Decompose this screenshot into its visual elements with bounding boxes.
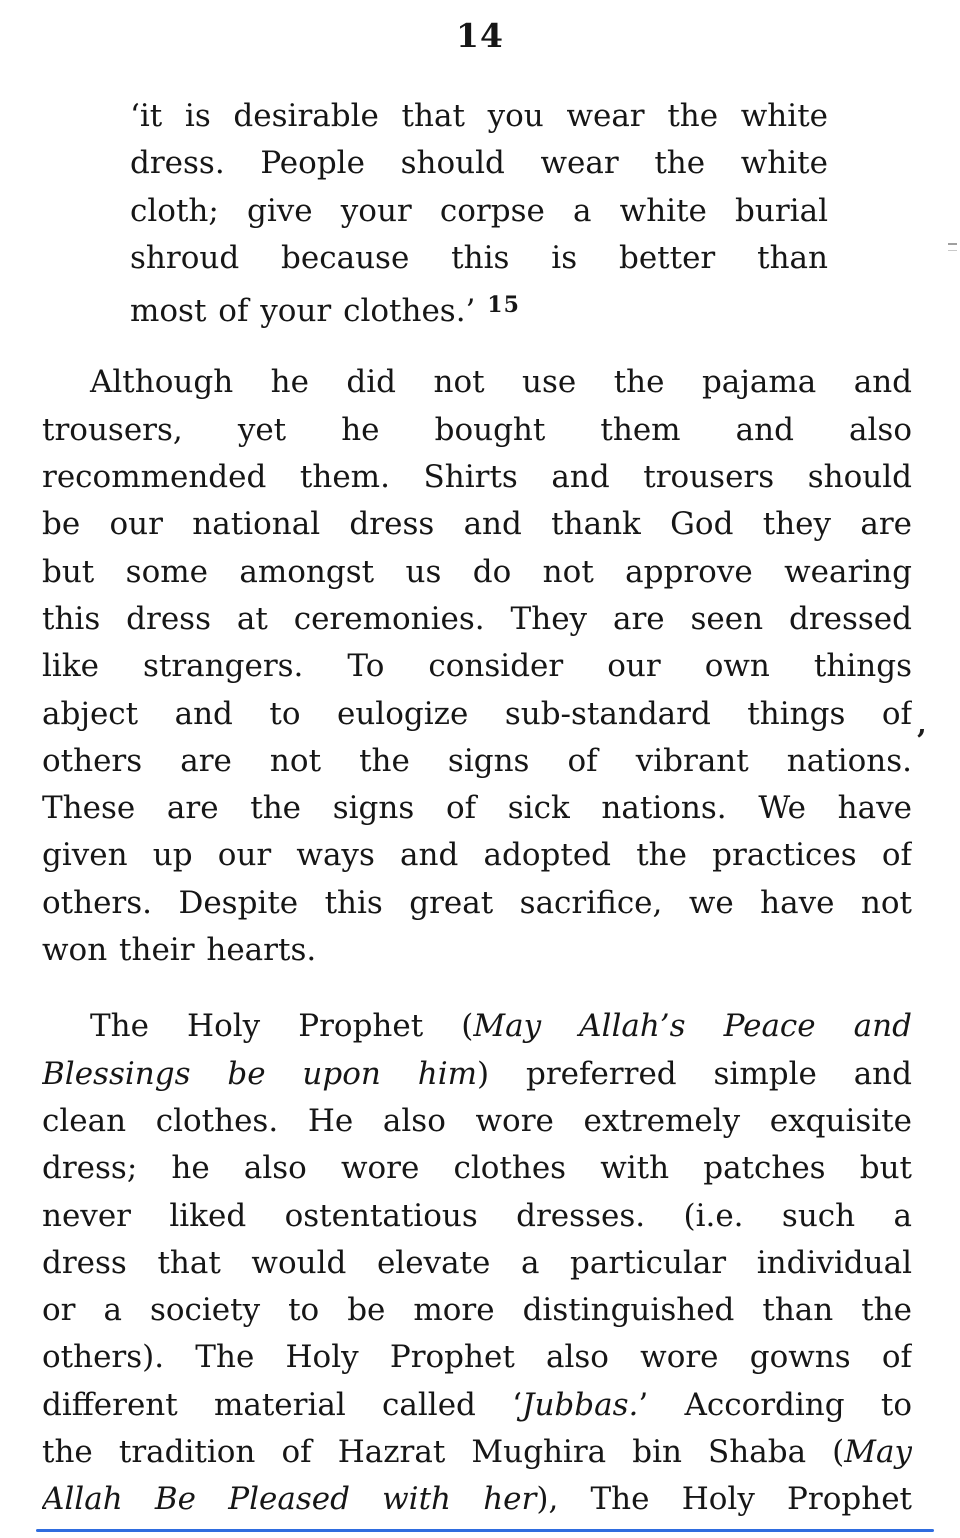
scan-artifact-edge-tick <box>948 243 957 251</box>
text-line <box>42 1429 912 1476</box>
text-line <box>42 454 912 501</box>
text-line <box>42 1051 912 1098</box>
paragraph-2 <box>42 1003 912 1523</box>
scan-artifact-bottom-line <box>36 1529 934 1532</box>
text-segment: ‘it is desirable that you wear the white <box>130 98 828 134</box>
text-segment: won their hearts. <box>42 932 317 969</box>
italic-text: Allah Be Pleased with her <box>42 1481 537 1518</box>
text-segment: dress; he also wore clothes with patches but <box>42 1150 912 1187</box>
italic-text: May Allah’s Peace and <box>473 1008 912 1045</box>
text-segment: the tradition of Hazrat Mughira bin Shaba ( <box>42 1434 845 1471</box>
text-line <box>42 1240 912 1287</box>
text-line <box>42 691 912 738</box>
text-line <box>42 1334 912 1381</box>
text-line <box>42 880 912 927</box>
text-line <box>42 1382 912 1429</box>
text-segment: trousers, yet he bought them and also <box>42 411 912 448</box>
text-segment: shroud because this is better than <box>130 239 828 276</box>
text-segment: but some amongst us do not approve wearing <box>42 553 912 590</box>
text-line <box>42 1145 912 1192</box>
text-segment: be our national dress and thank God they are <box>42 506 912 543</box>
text-line <box>42 1098 912 1145</box>
text-line <box>42 1193 912 1240</box>
text-segment: These are the signs of sick nations. We have <box>42 790 912 827</box>
text-segment: The Holy Prophet ( <box>90 1008 474 1045</box>
text-segment: others are not the signs of vibrant nations. <box>42 742 912 779</box>
text-segment: cloth; give your corpse a white burial <box>130 192 828 229</box>
italic-text: Blessings be upon him <box>42 1055 478 1092</box>
text-line <box>42 549 912 596</box>
text-segment: ’ According to <box>638 1386 912 1423</box>
text-segment: different material called ‘ <box>42 1386 523 1423</box>
text-line <box>42 738 912 785</box>
text-line <box>42 643 912 690</box>
text-segment: clean clothes. He also wore extremely exquisite <box>42 1102 912 1139</box>
text-line <box>42 927 912 974</box>
text-line <box>130 93 828 140</box>
text-segment: this dress at ceremonies. They are seen dressed <box>42 600 912 637</box>
text-line <box>130 235 828 282</box>
text-segment: Although he did not use the pajama and <box>90 364 912 401</box>
text-line <box>42 501 912 548</box>
text-segment: ), The Holy Prophet <box>536 1481 912 1518</box>
blockquote <box>130 93 828 329</box>
text-segment: others. Despite this great sacrifice, we have not <box>42 884 912 921</box>
italic-text: Jubbas. <box>522 1386 639 1423</box>
text-line <box>130 282 828 329</box>
text-segment: never liked ostentatious dresses. (i.e. such a <box>42 1197 912 1234</box>
italic-text: May <box>844 1434 912 1471</box>
text-line <box>42 407 912 454</box>
text-line <box>42 1287 912 1334</box>
paragraph-1 <box>42 359 912 974</box>
text-segment: like strangers. To consider our own things <box>42 648 912 685</box>
text-line <box>42 359 912 406</box>
text-line <box>42 1003 912 1050</box>
text-line <box>130 188 828 235</box>
text-segment: given up our ways and adopted the practices of <box>42 837 912 874</box>
text-line <box>42 785 912 832</box>
text-segment: recommended them. Shirts and trousers should <box>42 459 912 496</box>
text-line <box>42 596 912 643</box>
text-segment: dress. People should wear the white <box>130 145 828 182</box>
text-segment: most of your clothes.’ <box>130 293 488 330</box>
text-segment: ) preferred simple and <box>477 1055 912 1092</box>
text-segment: or a society to be more distinguished than the <box>42 1292 912 1329</box>
footnote-marker: 15 <box>487 292 520 319</box>
text-segment: abject and to eulogize sub-standard things of <box>42 695 912 732</box>
text-line <box>130 140 828 187</box>
text-segment: dress that would elevate a particular individual <box>42 1244 912 1281</box>
text-line <box>42 832 912 879</box>
page-number: 14 <box>456 16 504 55</box>
text-line <box>42 1476 912 1523</box>
scan-artifact-quote-mark: ’ <box>916 724 927 759</box>
text-segment: others). The Holy Prophet also wore gowns of <box>42 1339 912 1376</box>
